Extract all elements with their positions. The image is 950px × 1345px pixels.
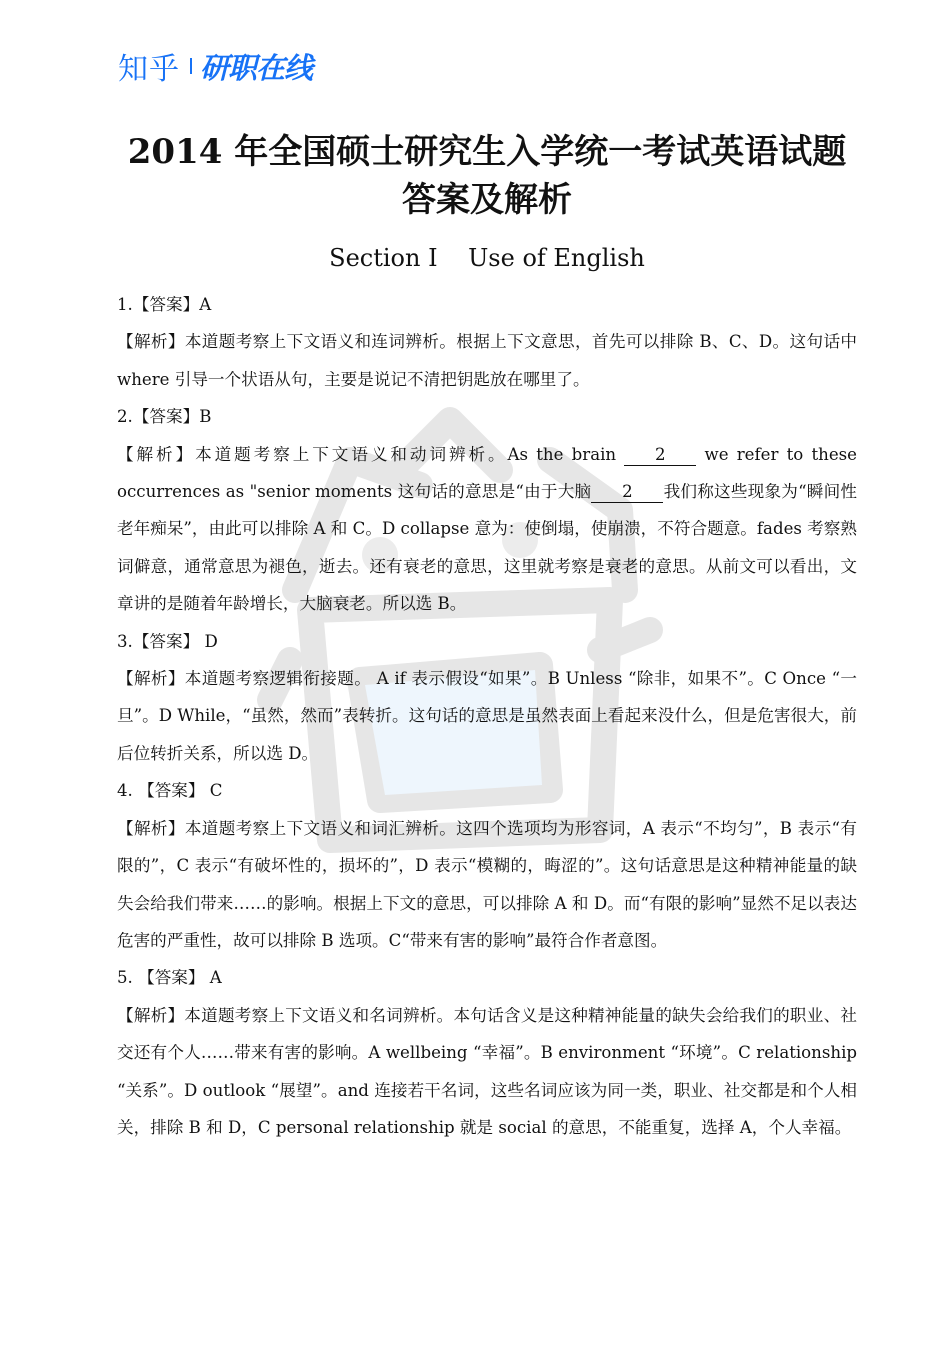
q2-analysis-part1: 【解析】本道题考察上下文语义和动词辨析。As the brain	[117, 444, 625, 464]
q5-analysis: 【解析】本道题考察上下文语义和名词辨析。本句话含义是这种精神能量的缺失会给我们的职业、社交还有个人……带来有害的影响。A wellbeing “幸福”。B environment “环境”。C relationship “关系”。D outlook “展望”。and 连接若干名词，这些名词应该为同一类，职业、社交都是和个人相关，排除 B 和 D，C personal relationship 就是 social 的意思，不能重复，选择 A，个人幸福。	[117, 1005, 857, 1137]
title-line-1: 2014 年全国硕士研究生入学统一考试英语试题	[127, 132, 847, 172]
q5-answer: 5. 【答案】 A	[117, 968, 222, 988]
title-line-2: 答案及解析	[402, 180, 572, 220]
q3-answer: 3.【答案】 D	[117, 631, 218, 651]
q2-blank-1: 2	[624, 445, 696, 466]
q2-analysis-part2: we refer to these occurrences as "senior moments 这句话的意思是“由于大脑	[117, 444, 857, 502]
brand-name: 知乎	[118, 52, 180, 87]
brand-logo	[118, 46, 312, 86]
q4-analysis: 【解析】本道题考察上下文语义和词汇辨析。这四个选项均为形容词，A 表示“不均匀”，B 表示“有限的”，C 表示“有破坏性的，损坏的”，D 表示“模糊的，晦涩的”。这句话意思是这种精神能量的缺失会给我们带来……的影响。根据上下文的意思，可以排除 A 和 D。而“有限的影响”显然不足以表达危害的严重性，故可以排除 B 选项。C“带来有害的影响”最符合作者意图。	[117, 818, 857, 950]
q3-analysis: 【解析】本道题考察逻辑衔接题。 A if 表示假设“如果”。B Unless “除非，如果不”。C Once “一旦”。D While，“虽然，然而”表转折。这句话的意思是虽然表面上看起来没什么，但是危害很大，前后位转折关系，所以选 D。	[117, 669, 857, 763]
q2-answer: 2.【答案】B	[117, 407, 212, 427]
brand-subname: 研职在线	[200, 50, 313, 85]
q4-answer: 4. 【答案】 C	[117, 781, 223, 801]
q2-analysis	[117, 436, 857, 623]
q1-analysis: 【解析】本道题考察上下文语义和连词辨析。根据上下文意思，首先可以排除 B、C、D。这句话中 where 引导一个状语从句，主要是说记不清把钥匙放在哪里了。	[117, 332, 857, 389]
document-body	[117, 128, 857, 1146]
document-title	[117, 128, 857, 224]
q1-answer: 1.【答案】A	[117, 295, 212, 314]
section-heading: Section I Use of English	[329, 244, 645, 272]
brand-separator	[190, 58, 192, 74]
q2-blank-2: 2	[591, 482, 663, 503]
q2-analysis-part3: 我们称这些现象为“瞬间性老年痴呆”，由此可以排除 A 和 C。D collapse 意为：使倒塌，使崩溃，不符合题意。fades 考察熟词僻意，通常意思为褪色，逝去。还有衰老的意思，这里就考察是衰老的意思。从前文可以看出，文章讲的是随着年龄增长，大脑衰老。所以选 B。	[117, 482, 857, 614]
